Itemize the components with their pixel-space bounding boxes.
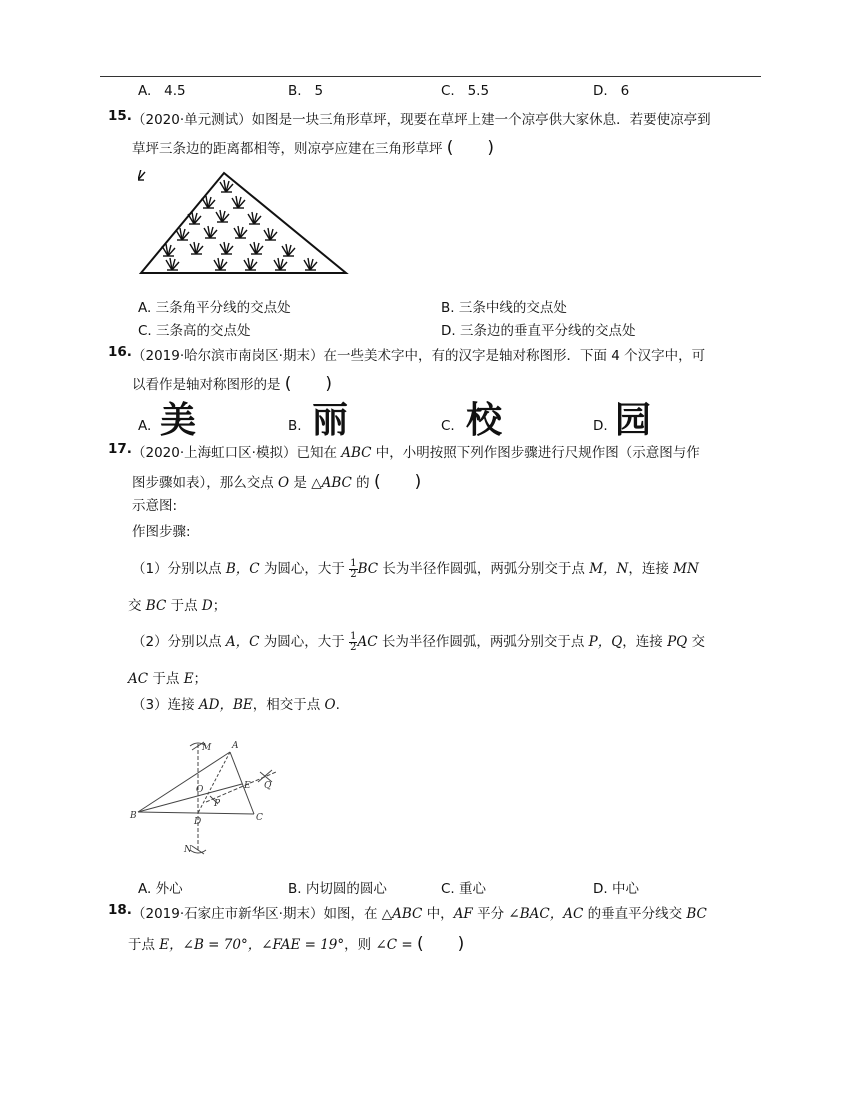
q16-option-d-letter: D. (593, 418, 608, 434)
stem-text: 长为半径作圆弧，两弧分别交于点 (381, 634, 585, 650)
math-expr: ABC (341, 445, 372, 461)
stem-text: 长为半径作圆弧，两弧分别交于点 (382, 561, 585, 577)
math-expr: E (183, 671, 194, 687)
stem-text: . (335, 697, 340, 713)
math-expr: D (201, 598, 213, 614)
q17-option-a[interactable] (138, 877, 183, 897)
q18-stem-line2 (128, 929, 464, 954)
q16-option-a-char[interactable]: 美 (160, 400, 197, 441)
math-expr: E，∠B = 70°，∠FAE = 19° (159, 937, 345, 953)
q16-number: 16. (108, 344, 132, 360)
stem-text: ，则 (344, 937, 372, 953)
q17-step1-line2 (128, 594, 226, 614)
option-letter: C. (441, 881, 455, 897)
frac-numerator: 1 (350, 557, 357, 569)
option-text: 三条角平分线的交点处 (155, 300, 291, 316)
stem-text: 的 (356, 475, 370, 491)
label-q: Q (264, 781, 272, 791)
option-text: 内切圆的圆心 (305, 881, 387, 897)
q16-option-c-char[interactable]: 校 (466, 400, 503, 441)
option-text: 中心 (611, 881, 639, 897)
math-expr: P，Q (588, 634, 623, 650)
option-letter: A. (138, 881, 152, 897)
q16-option-d-char[interactable]: 园 (615, 400, 652, 441)
math-expr: AC (357, 634, 378, 650)
option-text: 重心 (459, 881, 487, 897)
label-m: M (202, 743, 212, 753)
q15-stem-line1: （2020·单元测试）如图是一块三角形草坪，现要在草坪上建一个凉亭供大家休息．若要使凉亭到 (132, 112, 711, 128)
fraction (349, 559, 357, 580)
math-expr: ∠BAC，AC (508, 906, 584, 922)
stem-text: 是 (293, 475, 307, 491)
q17-stem-line2 (132, 467, 421, 492)
stem-text: （3）连接 (132, 697, 195, 713)
label-a: A (232, 741, 239, 751)
q17-option-d[interactable] (593, 877, 639, 897)
math-expr: B，C (225, 561, 260, 577)
math-expr: AD，BE (198, 697, 253, 713)
q16-option-b-letter: B. (288, 418, 302, 434)
math-expr: AF (453, 906, 473, 922)
q16-option-c-letter: C. (441, 418, 455, 434)
option-letter: D. (593, 83, 608, 99)
math-expr: AC (128, 671, 149, 687)
stem-text: ； (193, 671, 208, 687)
q15-option-b[interactable] (441, 296, 567, 316)
stem-text: 中，小明按照下列作图步骤进行尺规作图（示意图与作 (375, 445, 700, 461)
answer-paren: ( ) (446, 138, 495, 158)
q16-option-b-char[interactable]: 丽 (312, 400, 349, 441)
option-text: 三条中线的交点处 (458, 300, 567, 316)
math-expr: MN (673, 561, 699, 577)
option-letter: D. (593, 881, 608, 897)
option-text: 5.5 (467, 83, 490, 99)
stem-text: 于点 (170, 598, 198, 614)
q15-number: 15. (108, 108, 132, 124)
stem-text: （2）分别以点 (132, 634, 222, 650)
q18-number: 18. (108, 902, 132, 918)
q17-diagram-label: 示意图: (132, 498, 178, 514)
label-n: N (184, 845, 192, 855)
option-letter: A. (138, 83, 152, 99)
frac-denominator: 2 (350, 641, 357, 653)
stem-text: ，连接 (622, 634, 663, 650)
q16-option-a-letter: A. (138, 418, 152, 434)
q14-option-a[interactable] (138, 83, 186, 99)
q18-stem-line1 (132, 902, 707, 922)
label-o: O (196, 785, 204, 795)
label-p: P (214, 799, 221, 809)
frac-numerator: 1 (350, 630, 357, 642)
option-text: 外心 (155, 881, 183, 897)
construction-figure (126, 736, 286, 860)
q17-number: 17. (108, 441, 132, 457)
q16-stem-text: 以看作是轴对称图形的是 (132, 377, 281, 393)
frac-denominator: 2 (350, 568, 357, 580)
option-letter: C. (138, 323, 152, 339)
stem-text: 图步骤如表），那么交点 (132, 475, 274, 491)
math-expr: BC (686, 906, 707, 922)
stem-text: 为圆心，大于 (263, 561, 345, 577)
stem-text: ，连接 (628, 561, 669, 577)
answer-paren: ( ) (373, 472, 422, 492)
stem-text: 于点 (128, 937, 155, 953)
stem-text: （2020·上海虹口区·模拟）已知在 (132, 445, 337, 461)
stem-text: 的垂直平分线交 (587, 906, 683, 922)
stem-text: ； (212, 598, 227, 614)
label-d: D (194, 817, 202, 827)
stem-text: （2019·石家庄市新华区·期末）如图，在 (132, 906, 378, 922)
answer-paren: ( ) (416, 934, 465, 954)
stem-text: （1）分别以点 (132, 561, 222, 577)
stem-text: 交 (128, 598, 142, 614)
q14-option-b[interactable] (288, 83, 323, 99)
q17-step2-line2 (128, 667, 207, 687)
q17-step1-line1 (132, 557, 699, 580)
option-letter: A. (138, 300, 152, 316)
option-text: 6 (620, 83, 630, 99)
label-c: C (256, 813, 263, 823)
header-rule (100, 76, 761, 77)
stem-text: 中， (426, 906, 454, 922)
triangle-lawn-figure (138, 170, 350, 278)
q15-option-d[interactable] (441, 319, 635, 339)
stem-text: 于点 (152, 671, 180, 687)
option-letter: C. (441, 83, 455, 99)
option-letter: B. (288, 83, 302, 99)
option-text: 三条边的垂直平分线的交点处 (459, 323, 636, 339)
option-letter: D. (441, 323, 456, 339)
stem-text: 为圆心，大于 (263, 634, 345, 650)
q14-option-c[interactable] (441, 83, 489, 99)
q17-option-b[interactable] (288, 877, 387, 897)
q16-stem-line1: （2019·哈尔滨市南岗区·期末）在一些美术字中，有的汉字是轴对称图形．下面 4 个汉字中，可 (132, 348, 706, 364)
q17-stem-line1 (132, 441, 700, 461)
option-text: 5 (314, 83, 324, 99)
q15-stem-text: 草坪三条边的距离都相等，则凉亭应建在三角形草坪 (132, 141, 443, 157)
math-expr: BC (145, 598, 167, 614)
label-e: E (244, 781, 251, 791)
stem-text: ，相交于点 (252, 697, 321, 713)
label-b: B (130, 811, 137, 821)
math-expr: M，N (589, 561, 629, 577)
q15-option-c[interactable] (138, 319, 251, 339)
q14-option-d[interactable] (593, 83, 629, 99)
math-expr: ∠C = (375, 937, 413, 953)
q15-option-a[interactable] (138, 296, 291, 316)
math-expr: △ABC (381, 906, 423, 922)
stem-text: 平分 (477, 906, 505, 922)
math-expr: PQ (667, 634, 688, 650)
q17-step3 (132, 693, 340, 713)
q17-option-c[interactable] (441, 877, 486, 897)
option-letter: B. (288, 881, 302, 897)
q15-stem-line2 (132, 133, 494, 158)
q16-stem-line2 (132, 369, 332, 394)
math-expr: O (324, 697, 336, 713)
option-text: 三条高的交点处 (156, 323, 251, 339)
math-expr: O (278, 475, 290, 491)
math-expr: BC (357, 561, 379, 577)
q17-step2-line1 (132, 630, 705, 653)
math-expr: △ABC (311, 475, 352, 491)
math-expr: A，C (225, 634, 260, 650)
q17-steps-label: 作图步骤: (132, 524, 191, 540)
stem-text: 交 (691, 634, 706, 650)
option-text: 4.5 (164, 83, 186, 99)
option-letter: B. (441, 300, 455, 316)
answer-paren: ( ) (284, 374, 333, 394)
